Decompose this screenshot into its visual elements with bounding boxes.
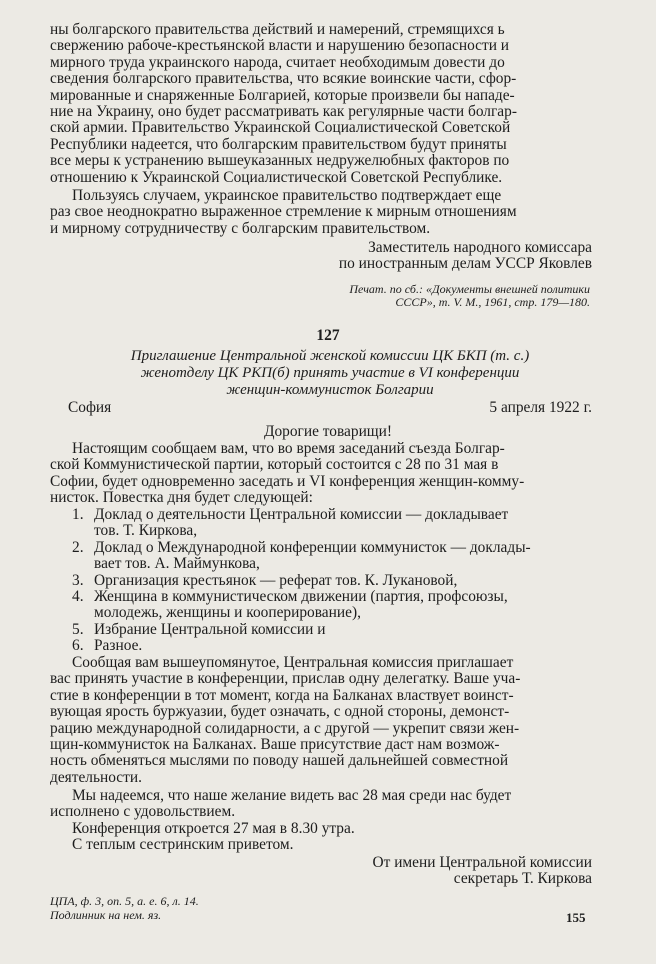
text-line: Настоящим сообщаем вам, что во время заседаний съезда Болгар- [72, 440, 505, 457]
hope-paragraph [50, 788, 592, 854]
source-line: СССР», т. V. М., 1961, стр. 179—180. [395, 295, 590, 309]
text-line: свержению рабоче-крестьянской власти и нарушению безопасности и [50, 37, 510, 55]
intro-paragraph [50, 441, 592, 507]
text-line: исполнено с удовольствием. [50, 803, 236, 821]
signature-line: От имени Центральной комиссии [372, 854, 592, 871]
archive-line: Подлинник на нем. яз. [50, 908, 162, 922]
agenda-list [72, 507, 592, 655]
text-line: ность обменяться мыслями по поводу нашей дальнейшей совместной [50, 752, 509, 770]
closing-paragraph [50, 188, 592, 237]
agenda-item: 6. Разное. [72, 637, 143, 655]
source-note [290, 283, 590, 309]
source-line: Печат. по сб.: «Документы внешней политики [349, 282, 590, 296]
page-number: 155 [566, 910, 586, 925]
archive-reference [50, 894, 199, 922]
text-line: Мы надеемся, что наше желание видеть вас 28 мая среди нас будет [72, 787, 512, 804]
text-line: деятельности. [50, 768, 142, 786]
text-line: Пользуясь случаем, украинское правительство подтверждает еще [72, 187, 502, 204]
text-line: вующая ярость буржуазии, будет означать, с одной стороны, демонст- [50, 703, 510, 721]
signature-kirkova [50, 855, 592, 888]
text-line: Республики надеется, что болгарским правительством будут приняты [50, 135, 507, 153]
text-line: рацию международной солидарности, а с другой — укрепит связи жен- [50, 719, 520, 737]
closing-line: С теплым сестринским приветом. [72, 836, 294, 854]
text-line: вас принять участие в конференции, прислав одну делегатку. Ваше уча- [50, 670, 521, 688]
title-line: женотделу ЦК РКП(б) принять участие в VI конференции [140, 365, 520, 381]
text-line: мирного труда украинского народа, считает необходимым довести до [50, 53, 505, 71]
place: София [68, 399, 112, 416]
agenda-item: 1. Доклад о деятельности Центральной комиссии — докладывает тов. Т. Киркова, [72, 506, 509, 540]
text-line: отношению к Украинской Социалистической Советской Республике. [50, 168, 503, 186]
text-line: ской армии. Правительство Украинской Социалистической Советской [50, 119, 511, 137]
text-line: сведения болгарского правительства, что всякие воинские части, сфор- [50, 70, 517, 88]
signature-line: по иностранным делам УССР Яковлев [338, 255, 592, 273]
text-line: мированные и снаряженные Болгарией, которые произвели бы нападе- [50, 86, 515, 104]
text-line: все меры к устранению вышеуказанных недружелюбных факторов по [50, 152, 510, 170]
signature-line: Заместитель народного комиссара [368, 239, 592, 256]
text-line: раз свое неоднократно выраженное стремление к мирным отношениям [50, 203, 517, 221]
text-line: ны болгарского правительства действий и намерений, стремящихся ь [50, 21, 505, 38]
continued-paragraph [50, 22, 592, 186]
place-date-row [68, 399, 592, 417]
greeting: Дорогие товарищи! [263, 423, 393, 440]
date: 5 апреля 1922 г. [489, 399, 592, 416]
text-line: Сообщая вам вышеупомянутое, Центральная комиссия приглашает [72, 654, 514, 671]
document-title [60, 348, 600, 399]
agenda-item: 2. Доклад о Международной конференции коммунисток — доклады- вает тов. А. Маймункова, [72, 538, 531, 573]
text-line: нисток. Повестка дня будет следующей: [50, 489, 313, 507]
text-line: ской Коммунистической партии, который состоится с 28 по 31 мая в [50, 456, 499, 474]
agenda-item: 3. Организация крестьянок — реферат тов. К. Лукановой, [72, 571, 458, 589]
text-line: и мирному сотрудничеству с болгарским правительством. [50, 219, 431, 237]
title-line: женщин-коммунисток Болгарии [226, 382, 434, 398]
conference-line: Конференция откроется 27 мая в 8.30 утра. [72, 819, 355, 837]
signature-yakovlev [50, 240, 592, 273]
archive-line: ЦПА, ф. 3, оп. 5, а. е. 6, л. 14. [50, 894, 199, 908]
agenda-item: 4. Женщина в коммунистическом движении (партия, профсоюзы, молодежь, женщины и кооперирование), [72, 588, 508, 622]
document-number: 127 [316, 327, 340, 344]
text-line: стие в конференции в тот момент, когда на Балканах властвует воинст- [50, 686, 514, 704]
agenda-item: 5. Избрание Центральной комиссии и [72, 620, 326, 638]
text-line: ние на Украину, оно будет рассматривать как регулярные части болгар- [50, 103, 517, 121]
signature-line: секретарь Т. Киркова [453, 870, 592, 888]
text-line: Софии, будет одновременно заседать и VI конференция женщин-комму- [50, 472, 525, 490]
body-paragraph [50, 655, 592, 786]
title-line: Приглашение Центральной женской комиссии ЦК БКП (т. с.) [130, 348, 530, 364]
text-line: щин-коммунисток на Балканах. Ваше присутствие даст нам возмож- [50, 736, 500, 754]
